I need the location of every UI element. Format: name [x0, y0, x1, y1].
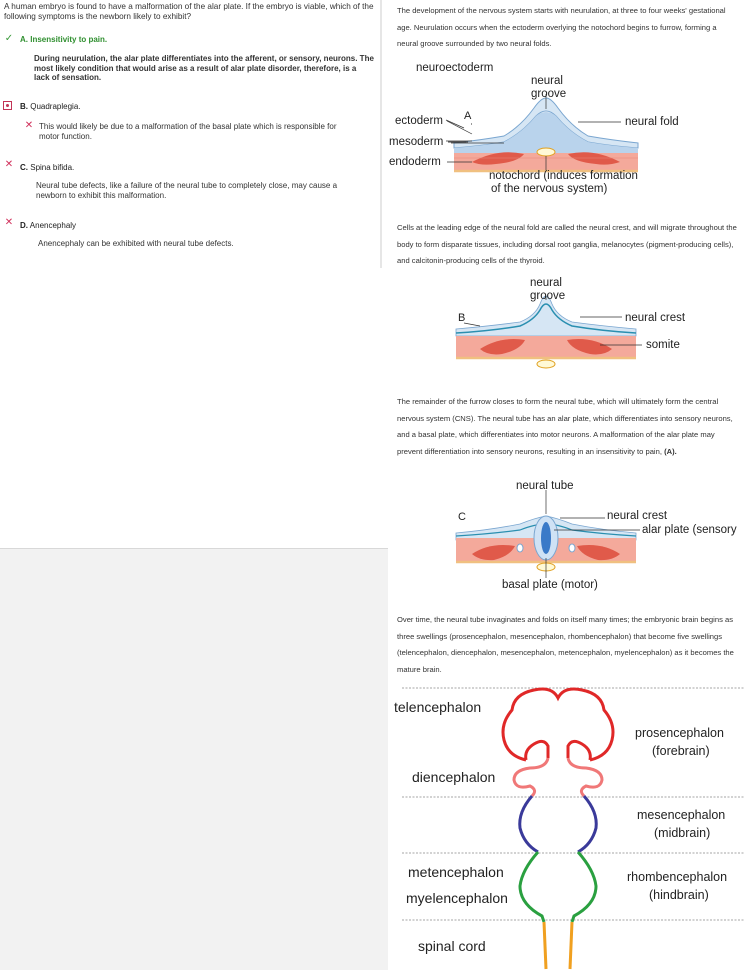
label-groove: groove: [530, 290, 566, 302]
label-mesoderm: mesoderm: [389, 136, 444, 148]
cross-icon: ✕: [4, 159, 14, 170]
label-basal-plate: basal plate (motor): [502, 579, 598, 591]
figure-brain-development: [388, 680, 744, 969]
label-ectoderm: ectoderm: [395, 115, 443, 127]
panel-divider: [380, 0, 382, 268]
option-b-explanation: This would likely be due to a malformation of the basal plate which is responsible for motor function.: [39, 122, 337, 141]
paragraph-neural-tube: The remainder of the furrow closes to form the neural tube, which will ultimately form the central nervous system (CNS). The neural tube has an alar plate, which differentiates into sensory neurons, and a basal plate, which differentiates into motor neurons. A malformation of the alar plate may prevent differentiation into sensory neurons, resulting in an insensitivity to pain, (A).: [397, 397, 733, 456]
option-c-explanation: Neural tube defects, like a failure of the neural tube to completely close, may cause a newborn to exhibit this malformation.: [36, 181, 338, 200]
label-telencephalon: telencephalon: [394, 699, 482, 715]
cross-icon: ✕: [4, 217, 14, 228]
label-prosencephalon: prosencephalon: [635, 726, 724, 740]
paragraph-brain-development: Over time, the neural tube invaginates and folds on itself many times; the embryonic brain begins as three swellings (prosencephalon, mesencephalon, rhombencephalon) that become five swellings (telencephalon, diencephalon, mesencephalon, metencephalon, myelencephalon) as it becomes the mature brain.: [397, 615, 734, 674]
option-d-explanation: Anencephaly can be exhibited with neural tube defects.: [38, 239, 234, 248]
label-neural-fold: neural fold: [625, 116, 679, 128]
paragraph-neural-crest: Cells at the leading edge of the neural fold are called the neural crest, and will migrate throughout the body to form disparate tissues, including dorsal root ganglia, melanocytes (pigment-producing cells), and calcitonin-producing cells of the thyroid.: [397, 223, 737, 265]
label-mesencephalon: mesencephalon: [637, 808, 726, 822]
option-a-label: A. Insensitivity to pain.: [20, 35, 108, 44]
figure-letter-b: B: [458, 312, 466, 324]
label-neural: neural: [530, 277, 562, 289]
label-somite: somite: [646, 339, 680, 351]
check-icon: ✓: [4, 33, 14, 44]
question-area: [0, 0, 381, 548]
label-neuroectoderm: neuroectoderm: [416, 62, 494, 74]
label-rhombencephalon: rhombencephalon: [627, 870, 728, 884]
figure-letter-c: C: [458, 511, 466, 523]
label-alar-plate: alar plate (sensory: [642, 524, 737, 536]
empty-panel: [0, 548, 388, 970]
label-neural: neural: [531, 75, 563, 87]
label-nervous-system: of the nervous system): [491, 183, 608, 195]
cross-icon: ✕: [24, 120, 34, 131]
paragraph-neurulation: The development of the nervous system starts with neurulation, at three to four weeks' gestational age. Neurulation occurs when the ectoderm overlying the notochord begins to furrow, forming a neural groove surrounded by two neural folds.: [397, 6, 726, 48]
selected-radio-icon: [3, 101, 12, 110]
figure-letter-a: A: [464, 110, 472, 122]
figure-c-neural-tube: [450, 478, 744, 593]
question-text: A human embryo is found to have a malformation of the alar plate. If the embryo is viable, which of the following symptoms is the newborn likely to exhibit?: [4, 2, 374, 21]
label-hindbrain: (hindbrain): [649, 888, 709, 902]
figure-b-neural-crest: [450, 274, 740, 374]
label-spinal-cord: spinal cord: [418, 938, 486, 954]
figure-a-neural-groove: [386, 58, 736, 203]
label-neural-crest: neural crest: [607, 510, 668, 522]
label-endoderm: endoderm: [389, 156, 441, 168]
label-forebrain: (forebrain): [652, 744, 710, 758]
label-diencephalon: diencephalon: [412, 769, 496, 785]
label-groove: groove: [531, 88, 567, 100]
label-midbrain: (midbrain): [654, 826, 711, 840]
label-neural-tube: neural tube: [516, 480, 574, 492]
label-metencephalon: metencephalon: [408, 864, 504, 880]
option-d-label: D. Anencephaly: [20, 221, 77, 230]
label-notochord: notochord (induces formation: [489, 170, 638, 182]
option-c-label: C. Spina bifida.: [20, 163, 75, 172]
option-b-label: B. Quadraplegia.: [20, 102, 81, 111]
label-neural-crest: neural crest: [625, 312, 686, 324]
option-a-explanation: During neurulation, the alar plate differentiates into the afferent, or sensory, neurons. The most likely condition that would arise as a result of alar plate disorder, therefore, is a lack of sensation.: [34, 54, 374, 82]
label-myelencephalon: myelencephalon: [406, 890, 508, 906]
